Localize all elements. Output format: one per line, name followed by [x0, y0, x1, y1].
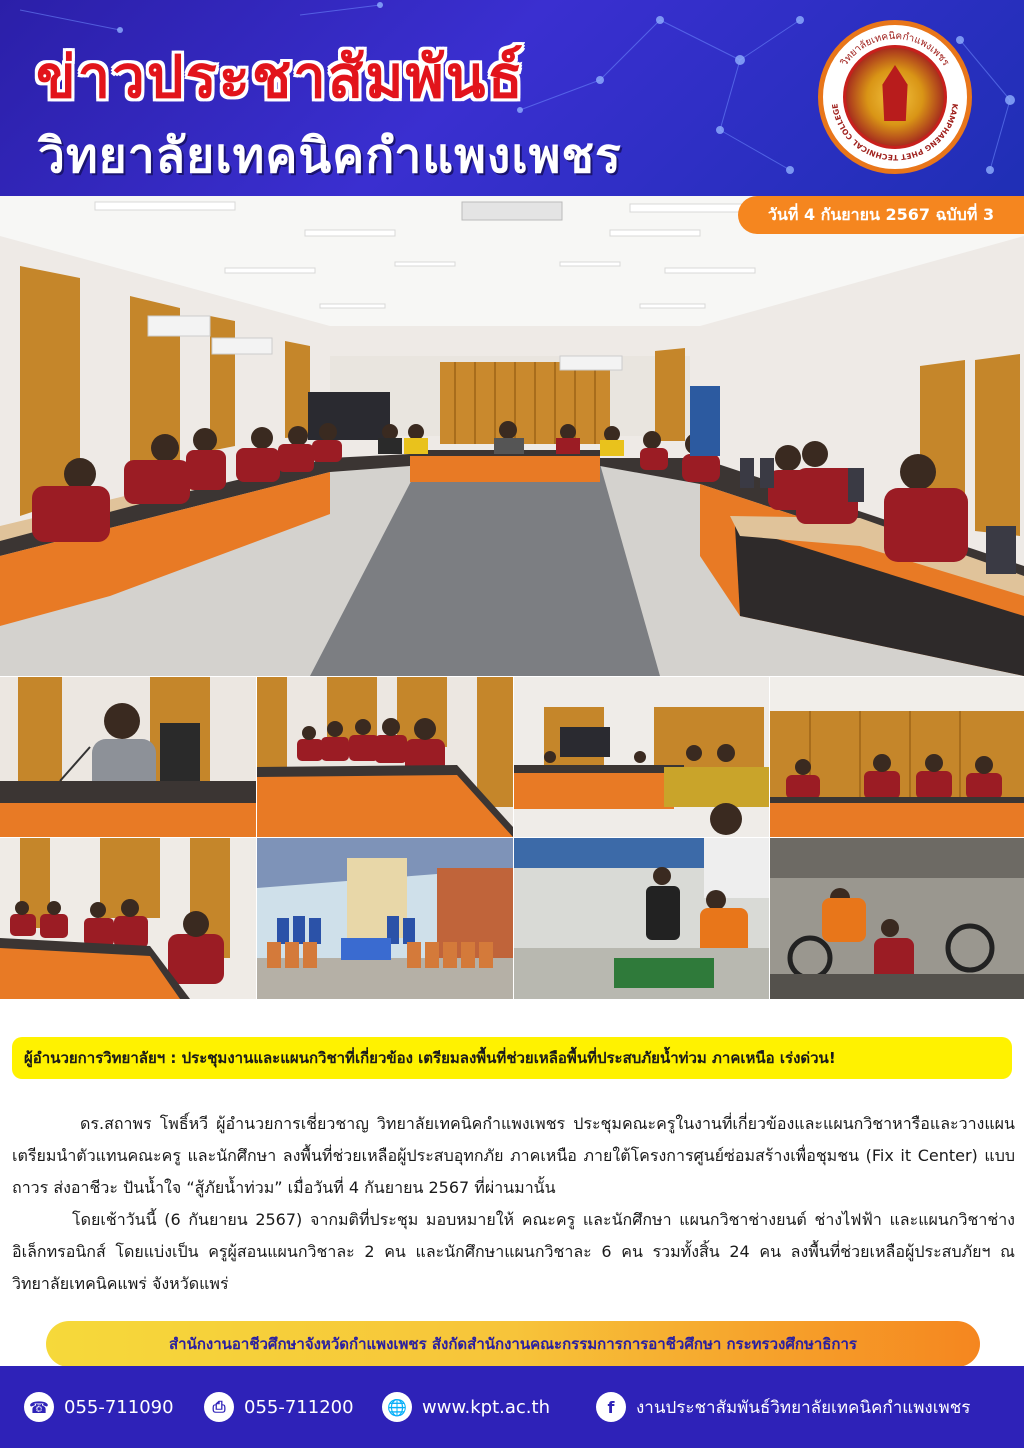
body-paragraph-1: ดร.สถาพร โพธิ์หวี ผู้อำนวยการเชี่ยวชาญ วิทยาลัยเทคนิคกำแพงเพชร ประชุมคณะครูในงานที่เกี่ยวข้องและแผนกวิชาหารือและวางแผนเตรียมนำตัวแทนคณะครู และนักศึกษา ลงพื้นที่ช่วยเหลือผู้ประสบอุทกภัย ภาคเหนือ ภายใต้โครงการศูนย์ซ่อมสร้างเพื่อชุมชน (Fix it Center) แบบถาวร ส่งอาชีวะ ปันน้ำใจ “สู้ภัยน้ำท่วม” เมื่อวันที่ 4 กันยายน 2567 ที่ผ่านมานั้น — [12, 1114, 1015, 1197]
college-logo — [818, 20, 972, 174]
phone-number: 055-711090 — [64, 1396, 174, 1418]
photo-director-meeting — [0, 677, 256, 837]
facebook-icon: f — [596, 1392, 626, 1422]
website-link: www.kpt.ac.th — [422, 1396, 550, 1418]
photo-teachers-row — [257, 677, 513, 837]
photo-meeting-wide — [514, 677, 769, 837]
photo-motorcycle-repair — [770, 838, 1024, 999]
header-banner — [0, 0, 1024, 196]
phone-icon: ☎ — [24, 1392, 54, 1422]
main-photo-meeting-room — [0, 196, 1024, 676]
college-name-title: วิทยาลัยเทคนิคกำแพงเพชร — [38, 128, 622, 184]
fax-icon: ⎙ — [204, 1392, 234, 1422]
logo-text-english: KAMPHAENG PHET TECHNICAL COLLEGE — [830, 102, 960, 163]
contact-bar — [0, 1366, 1024, 1448]
photo-teachers-table — [770, 677, 1024, 837]
body-paragraph-2: โดยเช้าวันนี้ (6 กันยายน 2567) จากมติที่ประชุม มอบหมายให้ คณะครู และนักศึกษา แผนกวิชาช่างยนต์ ช่างไฟฟ้า และแผนกวิชาช่างอิเล็กทรอนิกส์ โดยแบ่งเป็น ครูผู้สอนแผนกวิชาละ 2 คน และนักศึกษาแผนกวิชาละ 6 คน รวมทั้งสิ้น 24 คน ลงพื้นที่ช่วยเหลือผู้ประสบภัยฯ ณ วิทยาลัยเทคนิคแพร่ จังหวัดแพร่ — [12, 1210, 1015, 1293]
globe-icon: 🌐 — [382, 1392, 412, 1422]
fax-number: 055-711200 — [244, 1396, 354, 1418]
contact-phone[interactable] — [24, 1392, 174, 1422]
agency-footer-strip: สำนักงานอาชีวศึกษาจังหวัดกำแพงเพชร สังกัดสำนักงานคณะกรรมการการอาชีวศึกษา กระทรวงศึกษาธิการ — [46, 1321, 980, 1367]
facebook-page-name: งานประชาสัมพันธ์วิทยาลัยเทคนิคกำแพงเพชร — [636, 1397, 971, 1418]
contact-facebook[interactable] — [596, 1392, 970, 1422]
logo-text-thai: วิทยาลัยเทคนิคกำแพงเพชร — [839, 30, 951, 69]
photo-repair-workshop — [514, 838, 769, 999]
contact-fax[interactable] — [204, 1392, 354, 1422]
date-issue-badge: วันที่ 4 กันยายน 2567 ฉบับที่ 3 — [738, 196, 1024, 234]
newsletter-title: ข่าวประชาสัมพันธ์ — [36, 43, 525, 111]
news-body — [12, 1108, 1015, 1300]
contact-website[interactable] — [382, 1392, 550, 1422]
photo-group-outdoor — [257, 838, 513, 999]
photo-students-table — [0, 838, 256, 999]
news-headline: ผู้อำนวยการวิทยาลัยฯ : ประชุมงานและแผนกวิชาที่เกี่ยวข้อง เตรียมลงพื้นที่ช่วยเหลือพื้นที่ประสบภัยน้ำท่วม ภาคเหนือ เร่งด่วน! — [12, 1037, 1012, 1079]
